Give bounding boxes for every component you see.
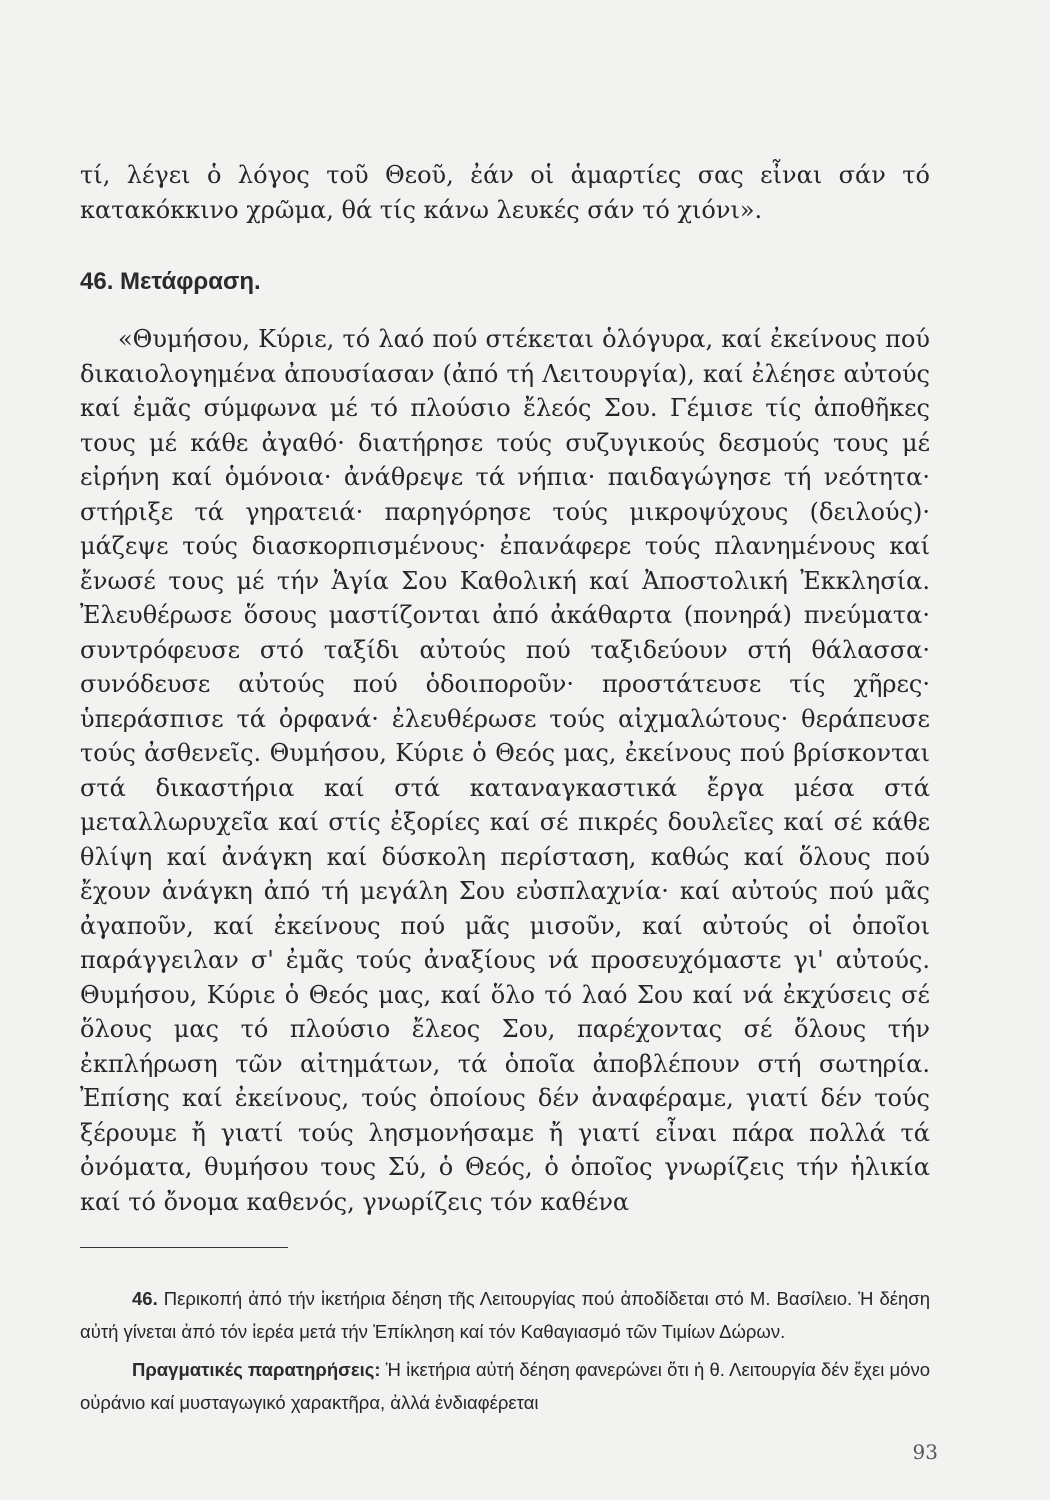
opening-paragraph: τί, λέγει ὁ λόγος τοῦ Θεοῦ, ἐάν οἱ ἁμαρτίες σας εἶναι σάν τό κατακόκκινο χρῶμα, θά τίς κάνω λευκές σάν τό χιόνι». [80, 161, 930, 224]
section-heading: 46. Μετάφραση. [80, 268, 261, 295]
footnote-46 [80, 1282, 930, 1348]
remarks-text: Ἡ ἱκετήρια αὐτή δέηση φανερώνει ὅτι ἡ θ. Λειτουργία δέν ἔχει μόνο οὐράνιο καί μυσταγωγικό χαρακτῆρα, ἀλλά ἐνδιαφέρεται [80, 1359, 931, 1413]
footnote-remarks [80, 1353, 930, 1419]
page-number: 93 [912, 1440, 938, 1464]
remarks-label: Πραγματικές παρατηρήσεις: [132, 1359, 381, 1380]
footnote-divider [80, 1247, 288, 1248]
footnote-text: Περικοπή ἀπό τήν ἱκετήρια δέηση τῆς Λειτουργίας πού ἀποδίδεται στό Μ. Βασίλειο. Ἡ δέηση αὐτή γίνεται ἀπό τόν ἱερέα μετά τήν Ἐπίκληση καί τόν Καθαγιασμό τῶν Τιμίων Δώρων. [80, 1288, 930, 1342]
footnotes [80, 1282, 930, 1419]
footnote-number: 46. [132, 1288, 158, 1309]
translation-paragraph: «Θυμήσου, Κύριε, τό λαό πού στέκεται ὁλόγυρα, καί ἐκείνους πού δικαιολογημένα ἀπουσίασαν (ἀπό τή Λειτουργία), καί ἐλέησε αὐτούς καί ἐμᾶς σύμφωνα μέ τό πλούσιο ἔλεός Σου. Γέμισε τίς ἀποθῆκες τους μέ κάθε ἀγαθό· διατήρησε τούς συζυγικούς δεσμούς τους μέ εἰρήνη καί ὁμόνοια· ἀνάθρεψε τά νήπια· παιδαγώγησε τή νεότητα· στήριξε τά γηρατειά· παρηγόρησε τούς μικροψύχους (δειλούς)· μάζεψε τούς διασκορπισμένους· ἐπανάφερε τούς πλανημένους καί ἔνωσέ τους μέ τήν Ἁγία Σου Καθολική καί Ἀποστολική Ἐκκλησία. Ἐλευθέρωσε ὅσους μαστίζονται ἀπό ἀκάθαρτα (πονηρά) πνεύματα· συντρόφευσε στό ταξίδι αὐτούς πού ταξιδεύουν στή θάλασσα· συνόδευσε αὐτούς πού ὁδοιποροῦν· προστάτευσε τίς χῆρες· ὑπεράσπισε τά ὀρφανά· ἐλευθέρωσε τούς αἰχμαλώτους· θεράπευσε τούς ἀσθενεῖς. Θυμήσου, Κύριε ὁ Θεός μας, ἐκείνους πού βρίσκονται στά δικαστήρια καί στά καταναγκαστικά ἔργα μέσα στά μεταλλωρυχεῖα καί στίς ἐξορίες καί σέ πικρές δουλεῖες καί σέ κάθε θλίψη καί ἀνάγκη καί δύσκολη περίσταση, καθώς καί ὅλους πού ἔχουν ἀνάγκη ἀπό τή μεγάλη Σου εὐσπλαχνία· καί αὐτούς πού μᾶς ἀγαποῦν, καί ἐκείνους πού μᾶς μισοῦν, καί αὐτούς οἱ ὁποῖοι παράγγειλαν σ' ἐμᾶς τούς ἀναξίους νά προσευχόμαστε γι' αὐτούς. Θυμήσου, Κύριε ὁ Θεός μας, καί ὅλο τό λαό Σου καί νά ἐκχύσεις σέ ὅλους μας τό πλούσιο ἔλεος Σου, παρέχοντας σέ ὅλους τήν ἐκπλήρωση τῶν αἰτημάτων, τά ὁποῖα ἀποβλέπουν στή σωτηρία. Ἐπίσης καί ἐκείνους, τούς ὁποίους δέν ἀναφέραμε, γιατί δέν τούς ξέρουμε ἤ γιατί τούς λησμονήσαμε ἤ γιατί εἶναι πάρα πολλά τά ὀνόματα, θυμήσου τους Σύ, ὁ Θεός, ὁ ὁποῖος γνωρίζεις τήν ἡλικία καί τό ὄνομα καθενός, γνωρίζεις τόν καθένα [80, 325, 930, 1216]
